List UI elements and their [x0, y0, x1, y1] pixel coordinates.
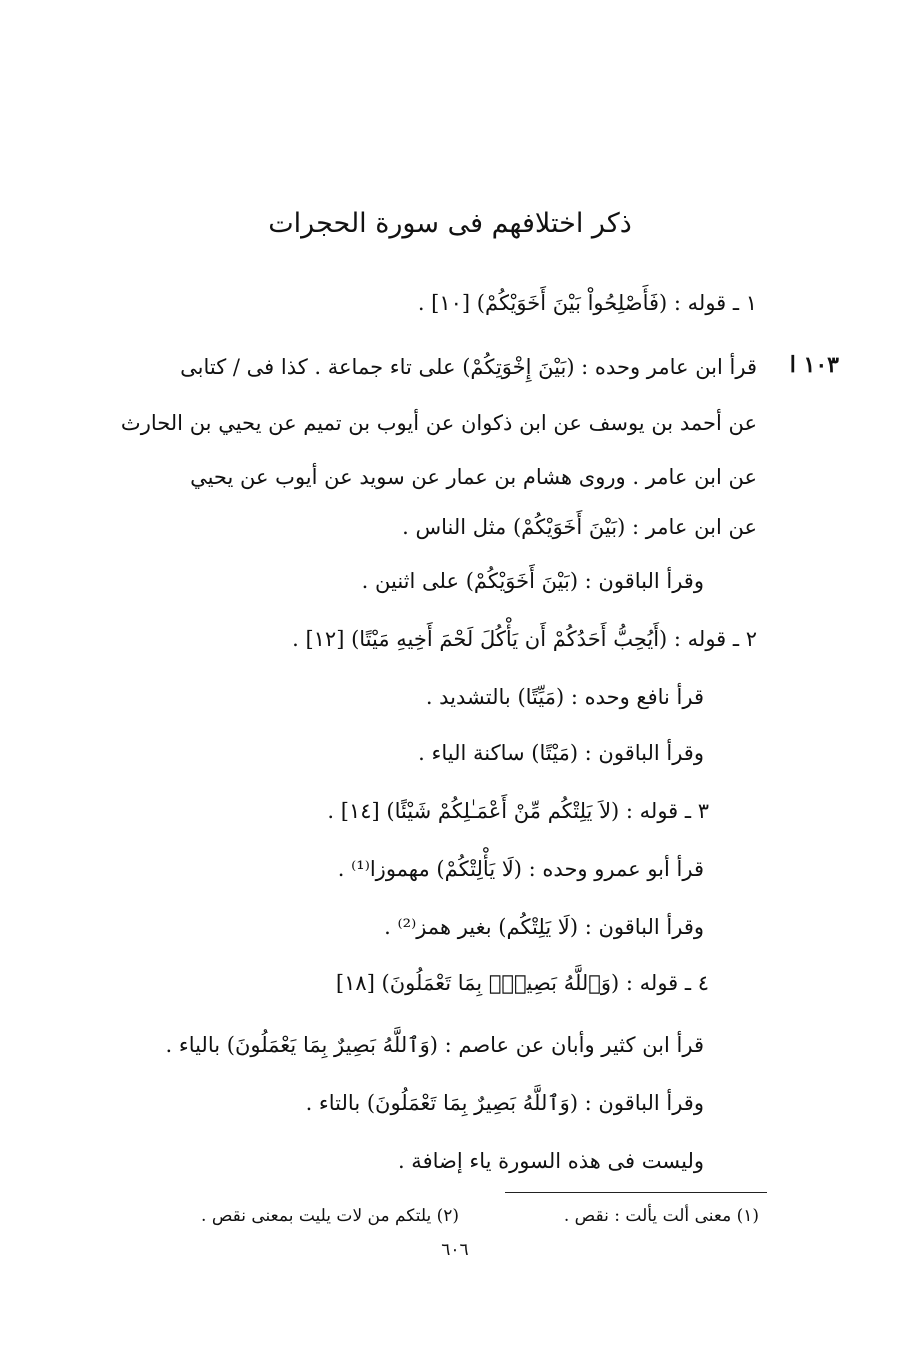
verse-heading-2: ٢ ـ قوله : (أَيُحِبُّ أَحَدُكُمْ أَن يَأْكُلَ لَحْمَ أَخِيهِ مَيْتًا) [١٢] .: [292, 627, 757, 651]
text-line: وقرأ الباقون : (وَٱللَّهُ بَصِيرٌ بِمَا تَعْمَلُونَ) بالتاء .: [305, 1091, 704, 1115]
footnote-separator: [505, 1192, 767, 1193]
text-line: قرأ ابن عامر وحده : (بَيْنَ إِخْوَتِكُمْ) على تاء جماعة . كذا فى / كتابى: [180, 355, 757, 379]
text-line: وقرأ الباقون : (بَيْنَ أَخَوَيْكُمْ) على اثنين .: [361, 569, 704, 593]
text-line: عن أحمد بن يوسف عن ابن ذكوان عن أيوب بن تميم عن يحيي بن الحارث: [120, 411, 757, 435]
text-line: وقرأ الباقون : (مَيْتًا) ساكنة الياء .: [418, 741, 704, 765]
text-line: وليست فى هذه السورة ياء إضافة .: [397, 1149, 704, 1173]
margin-folio-note: ١٠٣ ا: [789, 352, 839, 378]
verse-heading-3: ٣ ـ قوله : (لاَ يَلِتْكُم مِّنْ أَعْمَـٰلِكُمْ شَيْئًا) [١٤] .: [327, 799, 709, 823]
text-line: قرأ ابن كثير وأبان عن عاصم : (وَٱللَّهُ بَصِيرٌ بِمَا يَعْمَلُونَ) بالياء .: [165, 1033, 704, 1057]
text-line: عن ابن عامر : (بَيْنَ أَخَوَيْكُمْ) مثل الناس .: [402, 515, 757, 539]
verse-heading-1: ١ ـ قوله : (فَأَصْلِحُواْ بَيْنَ أَخَوَيْكُمْ) [١٠] .: [417, 291, 757, 315]
page-number: ٦٠٦: [441, 1240, 469, 1260]
footnote-1: (١) معنى ألت يألت : نقص .: [563, 1206, 759, 1226]
verse-heading-4: ٤ ـ قوله : (وَٱللَّهُ بَصِيرُۢ بِمَا تَعْمَلُونَ) [١٨]: [335, 971, 709, 995]
text-line: قرأ نافع وحده : (مَيِّتًا) بالتشديد .: [425, 685, 704, 709]
page-title: ذكر اختلافهم فى سورة الحجرات: [268, 208, 632, 239]
text-line: وقرأ الباقون : (لَا يَلِتْكُم) بغير همز⁽²⁾ .: [384, 915, 704, 939]
text-line: عن ابن عامر . وروى هشام بن عمار عن سويد عن أيوب عن يحيي: [190, 465, 757, 489]
footnote-2: (٢) يلتكم من لات يليت بمعنى نقص .: [201, 1206, 459, 1226]
text-line: قرأ أبو عمرو وحده : (لَا يَأْلِتْكُمْ) مهموزا⁽¹⁾ .: [337, 857, 704, 881]
